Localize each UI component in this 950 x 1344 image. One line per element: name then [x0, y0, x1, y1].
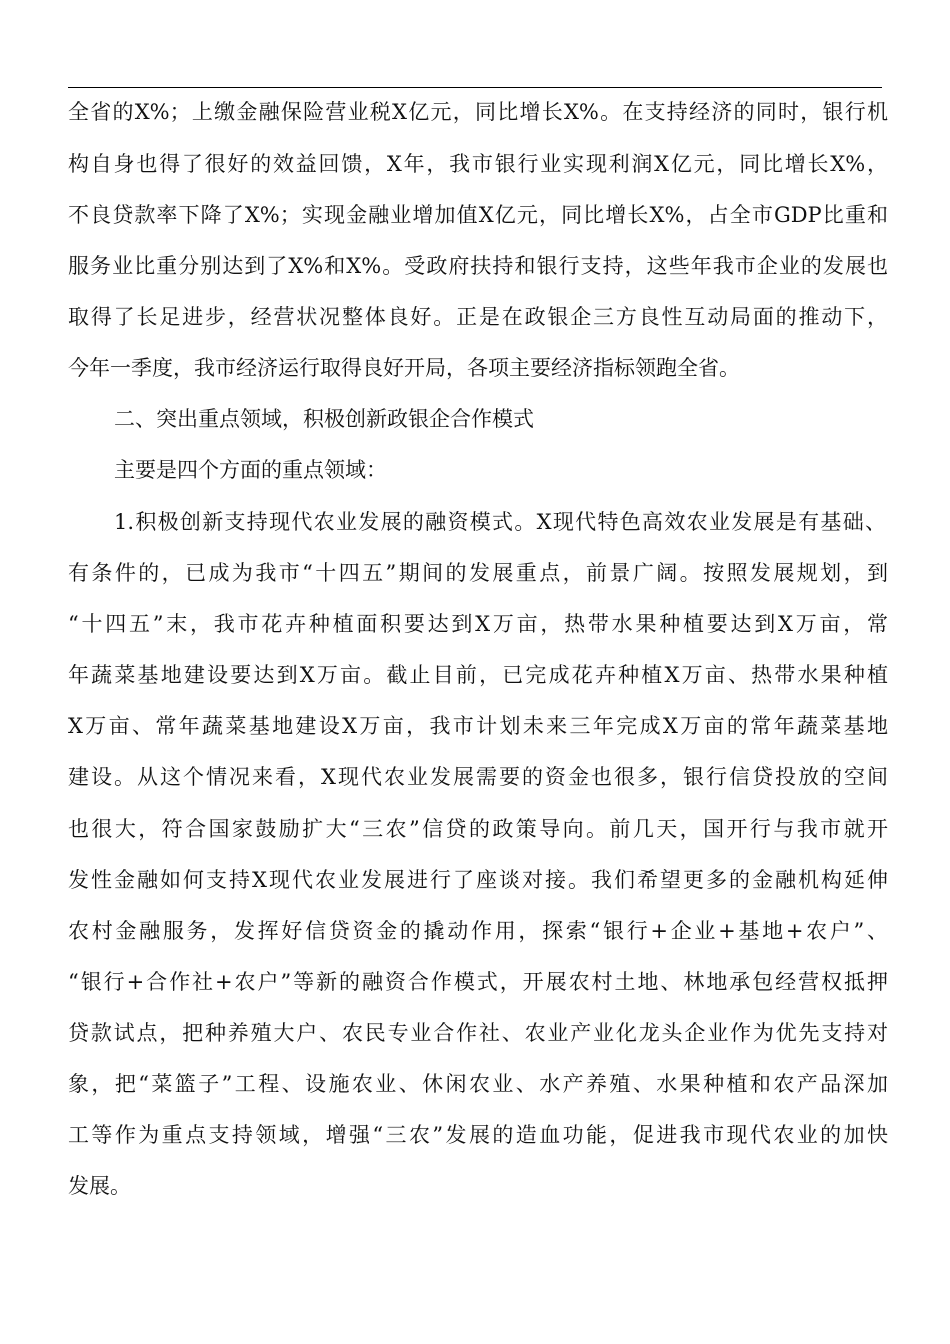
paragraph-line: 农村金融服务，发挥好信贷资金的撬动作用，探索“银行+企业+基地+农户”、: [68, 919, 888, 943]
paragraph-line: 发展。: [68, 1174, 131, 1198]
paragraph-line: 有条件的，已成为我市“十四五”期间的发展重点，前景广阔。按照发展规划，到: [68, 561, 888, 585]
paragraph-line: 象，把“菜篮子”工程、设施农业、休闲农业、水产养殖、水果种植和农产品深加: [68, 1072, 888, 1096]
paragraph-line: 不良贷款率下降了X%；实现金融业增加值X亿元，同比增长X%，占全市GDP比重和: [68, 203, 888, 227]
intro-line: 主要是四个方面的重点领域：: [114, 458, 387, 482]
paragraph-line: 全省的X%；上缴金融保险营业税X亿元，同比增长X%。在支持经济的同时，银行机: [68, 100, 888, 124]
paragraph-line: 年蔬菜基地建设要达到X万亩。截止目前，已完成花卉种植X万亩、热带水果种植: [68, 663, 888, 687]
paragraph-line: 构自身也得了很好的效益回馈，X年，我市银行业实现利润X亿元，同比增长X%，: [68, 152, 888, 176]
paragraph-line: “银行+合作社+农户”等新的融资合作模式，开展农村土地、林地承包经营权抵押: [68, 970, 888, 994]
header-rule: [68, 87, 882, 88]
paragraph-line: 服务业比重分别达到了X%和X%。受政府扶持和银行支持，这些年我市企业的发展也: [68, 254, 888, 278]
paragraph-line: 1.积极创新支持现代农业发展的融资模式。X现代特色高效农业发展是有基础、: [114, 510, 886, 534]
paragraph-line: 取得了长足进步，经营状况整体良好。正是在政银企三方良性互动局面的推动下，: [68, 305, 888, 329]
paragraph-line: 贷款试点，把种养殖大户、农民专业合作社、农业产业化龙头企业作为优先支持对: [68, 1021, 888, 1045]
paragraph-line: 建设。从这个情况来看，X现代农业发展需要的资金也很多，银行信贷投放的空间: [68, 765, 888, 789]
paragraph-line: 今年一季度，我市经济运行取得良好开局，各项主要经济指标领跑全省。: [68, 356, 740, 380]
paragraph-line: X万亩、常年蔬菜基地建设X万亩，我市计划未来三年完成X万亩的常年蔬菜基地: [68, 714, 888, 738]
paragraph-line: 工等作为重点支持领域，增强“三农”发展的造血功能，促进我市现代农业的加快: [68, 1123, 888, 1147]
paragraph-line: “十四五”末，我市花卉种植面积要达到X万亩，热带水果种植要达到X万亩，常: [68, 612, 888, 636]
section-heading: 二、突出重点领域，积极创新政银企合作模式: [114, 407, 534, 431]
paragraph-line: 发性金融如何支持X现代农业发展进行了座谈对接。我们希望更多的金融机构延伸: [68, 868, 888, 892]
paragraph-line: 也很大，符合国家鼓励扩大“三农”信贷的政策导向。前几天，国开行与我市就开: [68, 817, 888, 841]
